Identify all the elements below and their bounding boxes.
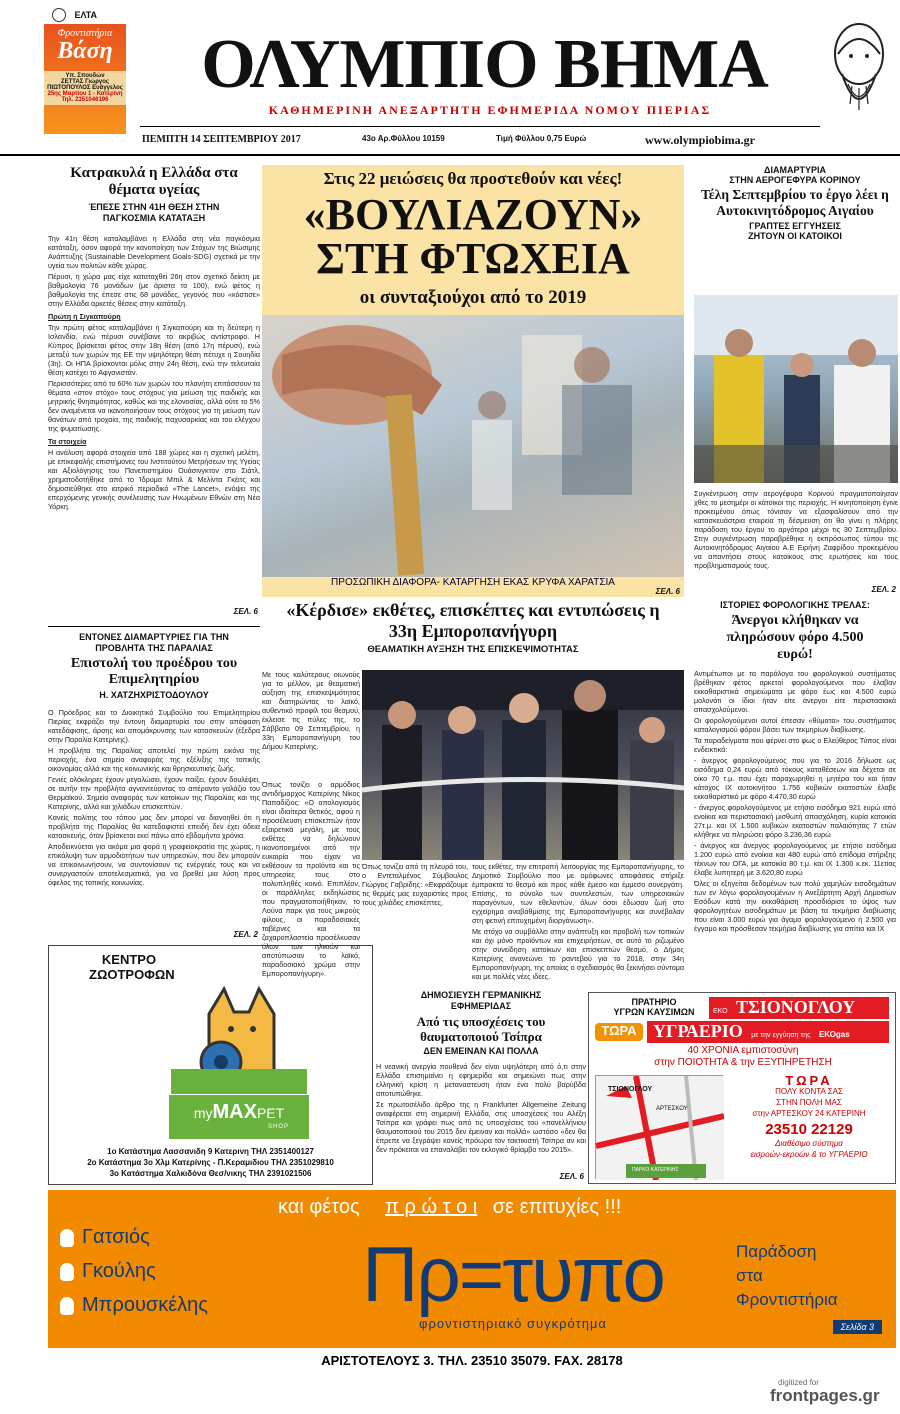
- page-ref[interactable]: ΣΕΛ. 6: [655, 587, 680, 596]
- paragraph: Πέρυσι, η χώρα μας είχε καταταχθεί 26η στον σχετικό δείκτη με βαθμολογία 76 μονάδων (με άριστα το 100), ενώ φέτος η βαθμολογία της έπεσε στις 68 μονάδες, γεγονός που «κόστισε» στην Ελλάδα αρκετές θέσεις στην κατάταξη.: [48, 272, 260, 308]
- location-map[interactable]: [595, 1075, 723, 1179]
- paragraph: Περισσότερες από το 60% των χωρών του πλανήτη επιτάσσουν τα θέματα «στον στόχο» τους στόχους για μείωση της παιδικής και μητρικής θνησιμότητας, καθώς και της ελονοσίας, αλλά ούτε το 5% δεν αναμένεται να ικανοποιήσουν τους στόχους για τη μείωση των θανάτων από τροχαία, της παιδικής παχυσαρκίας και του ελέγχου της φυματίωσης.: [48, 379, 260, 433]
- paragraph: Ο Πρόεδρος και το Διοικητικό Συμβούλιο του Επιμελητηρίου Πιερίας εκφράζει την έντονη διαμαρτυρία του στην απόφαση κατεδάφισης, άρσης και απομάκρυνσης των κατασκευών (έξεδρα στην Παραλία Κατερίνης).: [48, 708, 260, 744]
- teacher-names: [60, 1220, 280, 1322]
- story-kicker: Στις 22 μειώσεις θα προστεθούν και νέες!: [323, 169, 623, 188]
- paragraph: Κανείς πολίτης του τόπου μας δεν μπορεί να διανοηθεί ότι η προβλήτα της Παραλίας θα κατεδαφιστεί επειδή δεν έχει άδεια κατασκευής, όταν βρίσκεται εκεί πάνω από εβδομήντα χρόνια.: [48, 813, 260, 840]
- article-column-2: τους εκθέτες, την επιτροπή λειτουργίας της Εμποροπανήγυρης, το Δημοτικό Συμβούλιο που με ομόφωνες αποφάσεις στήριξε έμπρακτα το θεσμό και προς κάθε έμεσο και έμμεσο συνεργάτη. Επίσης, το σύνολο των συντελεστών, των υπηρεσιακών παραγόντων, των εθελοντών, όλων όσοι έδωσαν ζωή στο εγχείρημα αναβάθμισης της Εμποροπανήγυρης και συνέβαλαν στη φετινή επιτυχημένη διοργάνωση». Με στόχο να συμβάλλει στην ανάπτυξη και προβολή των τοπικών και όχι μόνο προϊόντων και επιχειρήσεων, σε αυτό το ριζωμένο στην συνείδηση κατοίκων και επισκεπτών θεσμό, ο Δήμος Κατερίνης ανανεώνει το ραντεβού για το 2018, στην 34η Εμποροπανήγυρη, της οποίας ο σχεδιασμός θα ξεκινήσει σύντομα και με πολλές νέες ιδέες.: [472, 862, 684, 981]
- korinos-article: [690, 165, 900, 595]
- vasi-ad[interactable]: Φροντιστήρια Βάση Υπ. Σπουδών ΖΕΤΤΑΣ Γιώργος ΠΙΩΤΟΠΟΥΛΟΣ Ευάγγελος 25ης Μαρτίου 1 - Κατερίνη Τηλ. 2351046196: [44, 24, 126, 134]
- zeus-head-icon: [828, 14, 890, 126]
- article-subtitle: ΘΕΑΜΑΤΙΚΗ ΑΥΞΗΣΗ ΤΗΣ ΕΠΙΣΚΕΨΙΜΟΤΗΤΑΣ: [367, 644, 579, 655]
- ribbon-cutting-image: [362, 670, 684, 860]
- header-rule-bottom: [0, 154, 900, 156]
- article-subtitle-2: ΖΗΤΟΥΝ ΟΙ ΚΑΤΟΙΚΟΙ: [748, 231, 842, 241]
- ad-trust: 40 ΧΡΟΝΙΑ εμπιστοσύνη στην ΠΟΙΟΤΗΤΑ & την ΕΞΥΠΗΡΕΤΗΣΗ: [654, 1045, 832, 1068]
- ad-address-bar: ΑΡΙΣΤΟΤΕΛΟΥΣ 3. ΤΗΛ. 23510 35079. FAX. 28178: [48, 1348, 896, 1373]
- article-column-1c: Όπως τονίζει από τη πλευρά του, ο Εντεταλμένος Σύμβουλος Γιώργος Γαβρίδης: «Εκφράζουμε τις θερμές μας ευχαριστίες προς τους χιλιάδες επισκέπτες,: [362, 862, 468, 907]
- issue-number: 43ο Αρ.Φύλλου 10159: [362, 134, 445, 143]
- divider: [48, 626, 260, 627]
- german-paper-article: [376, 990, 586, 1185]
- map-road: ΑΡΤΕΣΚΟΥ: [656, 1106, 688, 1112]
- protypo-ad[interactable]: [48, 1190, 896, 1373]
- article-author: Η. ΧΑΤΖΗΧΡΙΣΤΟΔΟΥΛΟΥ: [99, 690, 209, 700]
- teacher-name: Γατσιός: [60, 1220, 280, 1254]
- article-column-1b: Όπως τονίζει ο αρμόδιος αντιδήμαρχος Κατερίνης Νίκος Παπαδίζιος: «Ο απολογισμός είναι ιδιαίτερα θετικός, αφού η προσέλευση επισκεπτών ήταν εξαιρετικά μεγάλη, με τους εκθέτες να δηλώνουν ικανοποιημένοι από την ευκαιρία που είχαν να εκθέσουν τα προϊόντα και τις υπηρεσίες τους στο πολυπληθές κοινό. Επιπλέον, οι παράλληλες εκδηλώσεις που πραγματοποιήθηκαν, το Λούνα παρκ για τους μικρούς φίλους, οι παραδοσιακές ταβέρνες και τα ζαχαροπλαστεία προσέλκυσαν όλων των ηλικιών και αποτύπωσαν το λαϊκό, παραδοσιακό χρώμα στην Εμποροπανήγυρη».: [262, 780, 360, 978]
- protest-photo: [694, 295, 898, 483]
- pensioner-photo: [262, 315, 684, 577]
- paragraph: - άνεργος και άνεργος φορολογούμενος με ετήσιο εισόδημα 1.200 ευρώ από ενοίκια και 480 ευρώ από επίδομα στήριξης τέκνων του ΟΓΑ, με κατοικία 80 τ.μ. και ΙΧ 1.300 κ.εκ. 11ετίας έλαβε λυπητερή με 3.620,80 ευρώ: [694, 841, 896, 877]
- tora-badge: ΤΩΡΑ: [595, 1023, 643, 1041]
- article-title: Από τις υποσχέσεις του θαυματοποιού Τσίπρα: [416, 1014, 546, 1044]
- ad-contact: ΤΩΡΑ ΠΟΛΥ ΚΟΝΤΑ ΣΑΣ ΣΤΗΝ ΠΟΛΗ ΜΑΣ στην ΑΡΤΕΣΚΟΥ 24 ΚΑΤΕΡΙΝΗ 23510 22129 Διαθέσιμο σύστημα εισροών-εκροών & το ΥΓΡΑΕΡΙΟ: [725, 1075, 893, 1160]
- article-title: Επιστολή του προέδρου του Επιμελητηρίου: [70, 656, 238, 687]
- article-kicker: ΔΗΜΟΣΙΕΥΣΗ ΓΕΡΜΑΝΙΚΗΣ ΕΦΗΜΕΡΙΔΑΣ: [420, 990, 542, 1011]
- article-title: Τέλη Σεπτεμβρίου το έργο λέει η Αυτοκινητόδρομος Αιγαίου: [701, 187, 889, 218]
- story-subhead: οι συνταξιούχοι από το 2019: [359, 287, 587, 308]
- article-kicker: ΙΣΤΟΡΙΕΣ ΦΟΡΟΛΟΓΙΚΗΣ ΤΡΕΛΑΣ:: [720, 600, 870, 610]
- brand-banner: ΕΚΟ ΤΣΙΟΝΟΓΛΟΥ: [709, 997, 889, 1019]
- teacher-name: Γκούλης: [60, 1254, 280, 1288]
- ad-header: ΠΡΑΤΗΡΙΟ ΥΓΡΩΝ ΚΑΥΣΙΜΩΝ: [613, 997, 695, 1017]
- zeus-logo: [828, 14, 890, 126]
- page-ref[interactable]: ΣΕΛ. 2: [871, 585, 896, 594]
- elta-logo: ΕΛΤΑ: [52, 6, 132, 22]
- page-tag[interactable]: Σελίδα 3: [833, 1320, 882, 1334]
- newspaper-subtitle: ΚΑΘΗΜΕΡΙΝΗ ΑΝΕΞΑΡΤΗΤΗ ΕΦΗΜΕΡΙΔΑ ΝΟΜΟΥ ΠΙΕΡΙΑΣ: [268, 103, 712, 117]
- article-column-1: Με τους καλύτερους οιωνούς για το μέλλον, με θεαματική αύξηση της επισκεψιμότητας και διατηρώντας το λαϊκό, αυθεντικό προφίλ του θεσμού, έκλεισε τις πύλες της, το Σάββατο 09 Σεπτεμβρίου, η 33η Εμποροπανήγυρη του Δήμου Κατερίνης.: [262, 670, 360, 751]
- paragraph: Γενιές ολόκληρες έχουν μεγαλώσει, έχουν παίξει, έχουν δουλέψει, σε αυτήν την προβλήτα αγναντεύοντας το απέραντο γαλάζιο του Θερμαϊκού. Σημείο αναφοράς των κατοίκων της Παραλίας και της Κατερίνης, αλλά και χιλιάδων επισκεπτών.: [48, 775, 260, 811]
- story-headline-2: ΣΤΗ ΦΤΩΧΕΙΑ: [316, 234, 630, 283]
- owl-icon: [60, 1297, 74, 1315]
- page-ref[interactable]: ΣΕΛ. 6: [559, 1172, 584, 1181]
- issue-bar: [140, 128, 820, 146]
- pet-logo: [169, 974, 309, 1144]
- digitized-credit[interactable]: digitized for frontpages.gr: [770, 1378, 880, 1405]
- article-kicker: ΔΙΑΜΑΡΤΥΡΙΑ: [764, 165, 826, 175]
- paragraph: Συγκέντρωση στην αερογέφυρα Κορινού πραγματοποίησαν χθες το μεσημέρι οι κάτοικοι της περιοχής. Η κινητοποίηση έγινε προκειμένου όπως τόνισαν να εξασφαλίσουν από την κατασκευάστρια εταιρεία τη δέσμευση ότι θα γίνει η πλήρης παράδοση του έργου το αργότερο μέχρι τις 30 Σεπτεμβρίου. Στην συγκέντρωση παραβρέθηκε η εκπρόσωπος τύπου της Αυτοκινητόδρομος Αιγαίου Α.Ε Ειρήνη Ζαφρίδου προκειμένου να απαντήσει στους κατοίκους στις ερωτήσεις και τους προβληματισμούς τους.: [694, 489, 898, 570]
- ad-slogan: και φέτος π ρ ώ τ ο ι σε επιτυχίες !!!: [278, 1196, 622, 1218]
- owl-icon: [60, 1263, 74, 1281]
- article-title: «Κέρδισε» εκθέτες, επισκέπτες και εντυπώσεις η 33η Εμποροπανήγυρη: [286, 600, 660, 641]
- section-heading: Τα στοιχεία: [48, 437, 87, 446]
- cane-hand-image: [262, 315, 684, 577]
- page-ref[interactable]: ΣΕΛ. 2: [233, 930, 258, 939]
- cat-mascot-icon: [169, 974, 309, 1094]
- article-subtitle: ΔΕΝ ΕΜΕΙΝΑΝ ΚΑΙ ΠΟΛΛΑ: [423, 1046, 539, 1056]
- paragraph: Την 41η θέση καταλαμβάνει η Ελλάδα στη νέα παγκόσμια κατάταξη, όσον αφορά την κανοποίηση των Στόχων της Βιώσιμης Ανάπτυξης (Sustainable Development Goals-SDG) σχετικά με την υγεία των πολιτών κάθε χώρας.: [48, 234, 260, 270]
- ad-locations: 1ο Κατάστημα Λασσανιδη 9 Κατερινη ΤΗΛ 2351400127 2ο Κατάστημα 3ο Χλμ Κατερίνης - Π.Κεραμιδιου ΤΗΛ 2351029810 3ο Κατάστημα Χαλκιδόνα Θεσ/νικης ΤΗΛ 2391021506: [87, 1147, 334, 1178]
- masthead: [0, 0, 900, 140]
- protypo-logo: Πρ=τυπο φροντιστηριακό συγκρότημα: [362, 1230, 664, 1331]
- website-link[interactable]: www.olympiobima.gr: [645, 133, 756, 147]
- paragraph: Η προβλήτα της Παραλίας αποτελεί την πρώτη εικόνα της περιοχής, ένα σημείο αναφοράς της εξέλιξης της τοπικής οικονομίας αλλά και της κοινωνικής και θρησκευτικής ζωής.: [48, 746, 260, 773]
- article-title: Άνεργοι κλήθηκαν να πληρώσουν φόρο 4.500 ευρώ!: [726, 613, 864, 662]
- paragraph: Σε πρωτοσέλιδο άρθρο της η Frankfurter Allgemeine Zeitung αναφέρεται στη σημερινή Ελλάδα, στις υποσχέσεις του Αλέξη Τσίπρα και γράφει πως από τις υποσχέσεις του «πανελλήνιου θαυματοποιού του 2015 δεν έμειναν και πολλά» ωστόσο «δεν θα έπρεπε να ξεγράψει κανείς πρόωρα τον τακτικιστή Τσίπρα αν και δεν πρόκειται να επαναλάβει τον εκλογικό θρίαμβο του 2015».: [376, 1100, 586, 1154]
- paragraph: Η νεανική ανεργία πουθενά δεν είναι υψηλότερη από ό,τι στην Ελλάδα επισημαίνει η εφημερίδα και σημειώνει πως στην ελληνική κρίση η μεταναστευση ήταν ένα πολύ βαρύβδα αποτυπώθηκε.: [376, 1062, 586, 1098]
- paragraph: Τα παραδείγματα που φέρνει στο φως ο Ελεύθερος Τύπος είναι ενδεικτικά:: [694, 736, 896, 754]
- fair-article: [262, 600, 684, 985]
- article-subtitle: ΓΡΑΠΤΕΣ ΕΓΓΥΗΣΕΙΣ: [749, 221, 841, 231]
- section-heading: Πρώτη η Σιγκαπούρη: [48, 312, 121, 321]
- fuel-station-ad[interactable]: [588, 992, 896, 1184]
- lpg-banner: ΥΓΡΑΕΡΙΟ με την εγγύηση της ΕΚΟgas: [647, 1021, 889, 1043]
- article-title: Κατρακυλά η Ελλάδα στα θέματα υγείας: [70, 165, 238, 198]
- paragraph: Αντιμέτωποι με τα παράλογα του φορολογικού συστήματος βρέθηκαν φέτος αρκετοί φορολογούμενοι που έλαβαν εκκαθαριστικά σημειώματα με φόρο έως και 4.500 ευρώ μολονότι οι ίδιοι ήταν είτε άνεργοι είτε περιστασιακά απασχολούμενοι.: [694, 669, 896, 714]
- phone-number[interactable]: 23510 22129: [765, 1121, 853, 1138]
- photo-caption: ΠΡΟΣΩΠΙΚΗ ΔΙΑΦΟΡΑ- ΚΑΤΑΡΓΗΣΗ ΕΚΑΣ ΚΡΥΦΑ ΧΑΡΑΤΣΙΑ: [331, 577, 615, 588]
- health-article: [48, 165, 260, 620]
- main-story: [262, 165, 684, 597]
- map-park: ΠΑΡΚΟ ΚΑΤΕΡΙΝΗΣ: [632, 1167, 679, 1173]
- protest-crowd-image: [694, 295, 898, 483]
- paragraph: - άνεργος φορολογούμενος που για το 2016 δήλωσε ως εισόδημα 0,24 ευρώ από τόκους καταθέσεων και δέχεται σε οίκο 70 τ.μ. που έχει παραχωρηθεί η μητέρα του και ήταν κάτοχος ΙΧ αυτοκινήτου 1.756 κυβικών εκατοστών έλαβε εκκαθαριστικό με φόρο 4.470,30 ευρώ: [694, 756, 896, 801]
- paragraph: Την πρώτη φέτος καταλαμβάνει η Σιγκαπούρη και τη δεύτερη η Ισλανδία, ενώ πέρυσι συνέβαινε το ακριβώς αντίστροφο. Η Κύπρος βρίσκεται φέτος στην 18η θέση (από 17η πέρυσι), ενώ μεταξύ των χωρών της ΕΕ την υψηλότερη θέση πέτυχε η Σουηδία (3η). Οι ΗΠΑ βρίσκονται μόλις στην 24η θέση, ενώ την τελευταία θέση κατέχει το Αφγανιστάν.: [48, 323, 260, 377]
- issue-price: Τιμή Φύλλου 0,75 Ευρώ: [496, 134, 587, 143]
- issue-date: ΠΕΜΠΤΗ 14 ΣΕΠΤΕΜΒΡΙΟΥ 2017: [142, 134, 301, 145]
- paragraph: Αποδεικνύεται για ακόμα μια φορά η γραφειοκρατία της χώρας, η επικάλυψη των αρμοδιοτήτων των υπηρεσιών, που δεν μπορούν να επικοινωνήσουν, να συντονίσουν τις ενέργειές τους και να συνεργαστούν αποτελεσματικά, για να βρεθεί μια λύση προς όφελος της τοπικής κοινωνίας.: [48, 842, 260, 887]
- elta-stamp-icon: [52, 8, 66, 22]
- pet-brand: myMAXPET SHOP: [169, 1095, 309, 1139]
- paragraph: Η ανάλυση αφορά στοιχεία από 188 χώρες και η σχετική μελέτη, με επικεφαλής επιστήμονες του Ινστιτούτου Μετρήσεων της Υγείας και Αξιολόγησης του Πανεπιστημίου Ουάσινγκτον στο Σιάτλ, χρηματοδοτήθηκε από το Ίδρυμα Μπιλ & Μελίντα Γκέιτς και δημοσιεύθηκε στο ιατρικό περιοδικό «The Lancet», ενόψει της επερχόμενης γενικής συνέλευσης των Ηνωμένων Εθνών στη Νέα Υόρκη.: [48, 448, 260, 511]
- story-headline: «ΒΟΥΛΙΑΖΟΥΝ»: [303, 190, 643, 239]
- owl-icon: [60, 1229, 74, 1247]
- ad-title: ΚΕΝΤΡΟ ΖΩΟΤΡΟΦΩΝ: [89, 952, 175, 982]
- article-kicker: ΕΝΤΟΝΕΣ ΔΙΑΜΑΡΤΥΡΙΕΣ ΓΙΑ ΤΗΝ ΠΡΟΒΛΗΤΑ ΤΗΣ ΠΑΡΑΛΙΑΣ: [79, 632, 229, 653]
- tax-article: [690, 600, 900, 985]
- article-subtitle: ΈΠΕΣΕ ΣΤΗΝ 41Η ΘΕΣΗ ΣΤΗΝ ΠΑΓΚΟΣΜΙΑ ΚΑΤΑΤΑΞΗ: [88, 202, 220, 223]
- newspaper-title: ΟΛΥΜΠΙΟ ΒΗΜΑ: [201, 26, 768, 103]
- article-kicker-2: ΣΤΗΝ ΑΕΡΟΓΕΦΥΡΑ ΚΟΡΙΝΟΥ: [729, 175, 861, 185]
- header-rule-top: [140, 126, 820, 127]
- chamber-letter-article: [48, 632, 260, 942]
- paragraph: Όλες οι εξηγείται δεδομένων των πολύ χαμηλών εισοδημάτων των εν λόγω φορολογουμένων η Ανεξάρτητη Αρχή Δημοσίων Εσόδων κατά την εκκαθάριση προσδιόρισε το ύψος των φορολογητέων εισοδημάτων με βάση τα τεκμήρια διαβίωσης που είναι 3.000 ευρώ για άγαμο φορολογούμενο ή 2.500 για έγγαμο και πρόσθεσαν τεκμήρια διαβίωσης για σπίτια και ΙΧ: [694, 879, 896, 933]
- paragraph: Οι φορολογούμενοι αυτοί έπεσαν «θύματα» του συστήματος καταλογισμού φόρου βάσει των τεκμηρίων διαβίωσης.: [694, 716, 896, 734]
- map-label: ΤΣΙΟΝΟΓΛΟΥ: [608, 1086, 653, 1093]
- ribbon-cutting-photo: [362, 670, 684, 860]
- tradition-text: Παράδοση στα Φροντιστήρια: [736, 1242, 838, 1309]
- page-ref[interactable]: ΣΕΛ. 6: [233, 607, 258, 616]
- teacher-name: Μπρουσκέλης: [60, 1288, 280, 1322]
- paragraph: - άνεργος φορολογούμενος με ετήσιο εισόδημα 921 ευρώ από ενοίκια και περιστασιακή μισθωτή απασχόληση, κυρία κατοικία 27τ.μ. και ΙΧ 1.500 κυβικών εκατοστών παλαιότητας 7 ετών κλήθηκε να πληρώσει φόρο 3.236,36 ευρώ: [694, 803, 896, 839]
